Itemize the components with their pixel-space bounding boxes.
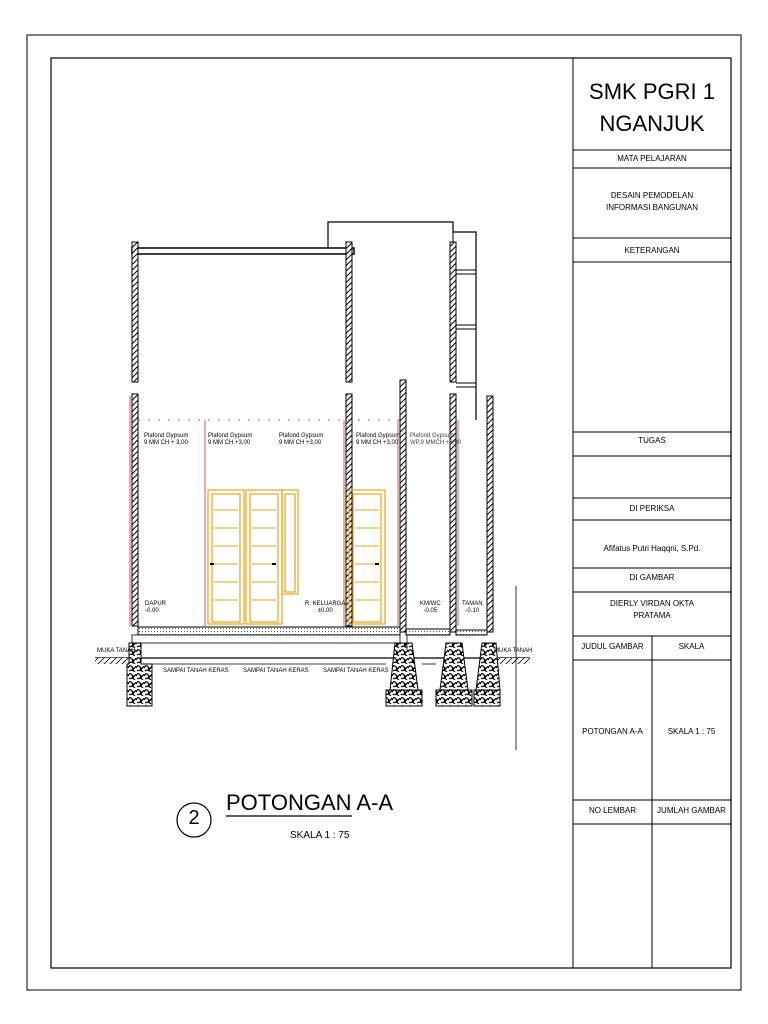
drawn-header: DI GAMBAR <box>629 573 675 582</box>
ceiling-label-text: 9 MM CH +3,00 <box>356 440 399 446</box>
ceiling-label-text: WP,9 MMCH +3,00 <box>410 440 462 446</box>
ground-label-left: MUKA TANAH <box>97 648 136 654</box>
ceiling-label-2 <box>208 433 252 447</box>
notes-header: KETERANGAN <box>624 246 680 255</box>
section-drawing <box>95 222 533 750</box>
ceiling-label-text: 9 MM CH +3,00 <box>208 440 251 446</box>
ceiling-label-text: Plafond Gypsum <box>279 433 324 439</box>
school-name-line2: NGANJUK <box>599 111 705 136</box>
drawing-number: 2 <box>188 807 200 829</box>
ceiling-label-text: Plafond Gypsum <box>144 433 189 439</box>
drawn-by-line1: DIERLY VIRDAN OKTA <box>609 599 695 608</box>
subject-header: MATA PELAJARAN <box>617 154 687 163</box>
subject-line2: INFORMASI BANGUNAN <box>605 203 698 212</box>
room-level: ±0.00 <box>317 608 333 614</box>
room-level: -0.05 <box>423 608 438 614</box>
ceiling-label-3 <box>279 433 323 447</box>
foundation-label-2: SAMPAI TANAH KERAS <box>243 668 309 674</box>
drawing-title-value: POTONGAN A-A <box>582 727 643 736</box>
total-sheets-header: JUMLAH GAMBAR <box>657 806 726 815</box>
ceiling-label-text: 9 MM CH + 3,00 <box>144 440 188 446</box>
school-name-line1: SMK PGRI 1 <box>589 79 715 104</box>
ground-label-right: MUKA TANAH <box>494 648 533 654</box>
room-label-kmwc <box>420 601 441 615</box>
drawing-title-header: JUDUL GAMBAR <box>581 642 644 651</box>
room-label-keluarga <box>305 601 345 615</box>
ceiling-label-5 <box>410 433 461 447</box>
drawn-by <box>573 598 731 622</box>
sheet-no-header: NO LEMBAR <box>588 806 637 815</box>
ceiling-label-text: Plafond Gypsum <box>410 433 455 439</box>
subject-name <box>573 190 731 214</box>
room-label-dapur <box>145 601 166 615</box>
checked-header: DI PERIKSA <box>629 504 675 513</box>
drawn-by-line2: PRATAMA <box>633 611 671 620</box>
ceiling-label-4 <box>356 433 400 447</box>
room-label-taman <box>462 601 483 615</box>
room-name: R. KELUARGA <box>305 601 346 607</box>
ceiling-label-text: Plafond Gypsum <box>208 433 253 439</box>
scale-header: SKALA <box>678 642 705 651</box>
checked-by: Afifatus Putri Haqqni, S.Pd. <box>603 544 701 553</box>
room-level: -0.10 <box>465 608 480 614</box>
subject-line1: DESAIN PEMODELAN <box>610 191 694 200</box>
foundation-label-1: SAMPAI TANAH KERAS <box>163 668 229 674</box>
drawing-title: POTONGAN A-A <box>226 790 394 815</box>
school-name <box>573 76 731 140</box>
room-level: -0.00 <box>145 608 159 614</box>
scale-value: SKALA 1 : 75 <box>667 727 716 736</box>
drawing-scale: SKALA 1 : 75 <box>290 830 350 841</box>
ceiling-label-1 <box>144 433 188 447</box>
task-header: TUGAS <box>638 436 666 445</box>
room-name: KM/WC <box>420 601 441 607</box>
ceiling-label-text: 9 MM CH +3,00 <box>279 440 322 446</box>
foundation-label-3: SAMPAI TANAH KERAS <box>323 668 389 674</box>
room-name: DAPUR <box>145 601 167 607</box>
ceiling-label-text: Plafond Gypsum <box>356 433 401 439</box>
room-name: TAMAN <box>462 601 483 607</box>
